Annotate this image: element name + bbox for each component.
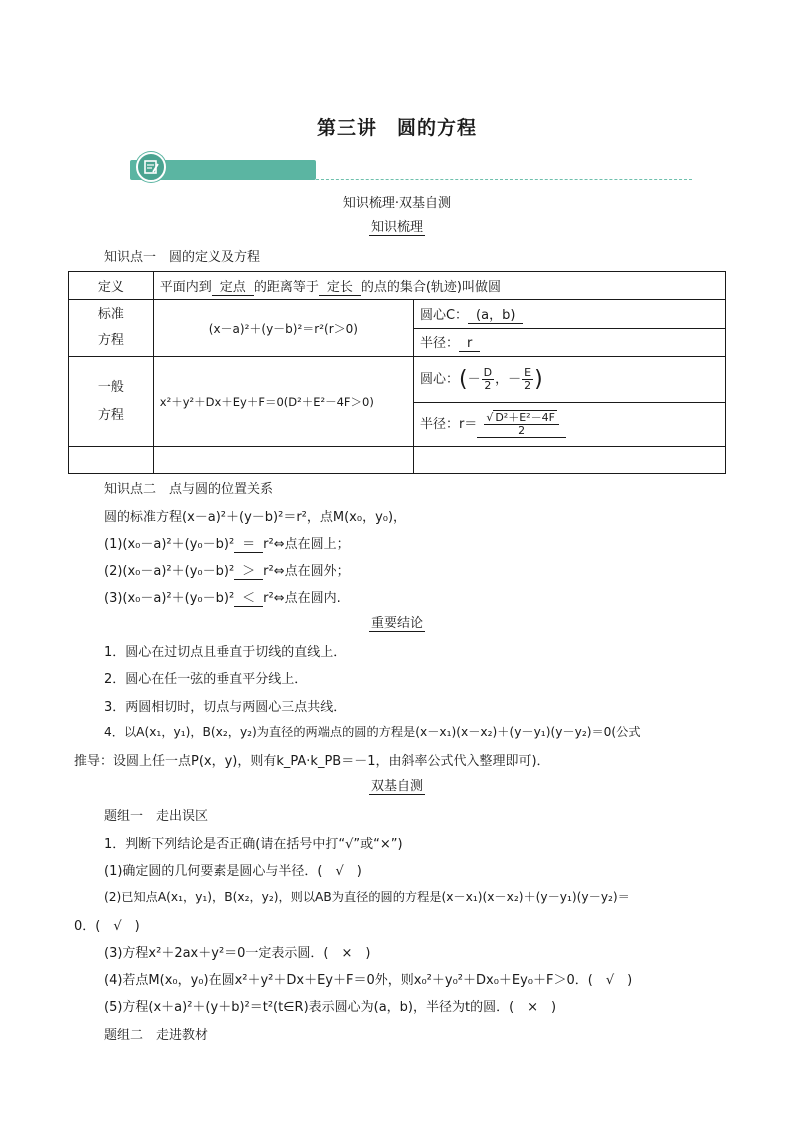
subheading-selftest: 双基自测: [370, 779, 423, 794]
cell-gen-center: 圆心：(－ $\frac{D}{2}$ ，－ $\frac{E}{2}$ ): [413, 357, 725, 403]
section-header: 知识梳理·双基自测: [342, 196, 452, 211]
q1-item-4: (4)若点M(x₀，y₀)在圆x²＋y²＋Dx＋Ey＋F＝0外，则x₀²＋y₀²＋Dx₀＋Ey₀＋F＞0．( √ ): [104, 973, 633, 988]
cell-def-content: 平面内到 定点 的距离等于 定长 的点的集合(轨迹)叫做圆: [153, 272, 725, 300]
table-row-empty: [69, 447, 726, 474]
q1-stem: 1．判断下列结论是否正确(请在括号中打“√”或“×”): [104, 837, 403, 852]
cell-gen-equation: x²＋y²＋Dx＋Ey＋F＝0(D²＋E²－4F＞0): [153, 357, 413, 447]
kp1-heading: 知识点一 圆的定义及方程: [104, 250, 261, 265]
cell-gen-label: 一般 方程: [69, 357, 154, 447]
kp2-heading: 知识点二 点与圆的位置关系: [104, 482, 274, 497]
section-banner: [130, 150, 692, 184]
book-pencil-icon: [136, 152, 166, 182]
q1-item-3: (3)方程x²＋2ax＋y²＝0一定表示圆．( × ): [104, 946, 371, 961]
cell-std-radius: 半径： r: [413, 328, 725, 357]
blank-fixed-point: 定点: [212, 276, 254, 296]
kp2-line-3: (3)(x₀－a)²＋(y₀－b)² ＜ r²⇔点在圆内.: [104, 587, 341, 607]
kp2-line-2: (2)(x₀－a)²＋(y₀－b)² ＞ r²⇔点在圆外；: [104, 560, 350, 580]
group1-heading: 题组一 走出误区: [104, 809, 209, 824]
q1-item-2-cont: 0．( √ ): [74, 919, 140, 934]
table-row-definition: [69, 272, 726, 300]
page-title: 第三讲 圆的方程: [316, 117, 477, 139]
table-row-general: [69, 357, 726, 403]
circle-equation-table: [68, 271, 726, 474]
cell-std-label: 标准 方程: [69, 300, 154, 357]
group2-heading: 题组二 走进教材: [104, 1028, 209, 1043]
kp2-line-1: (1)(x₀－a)²＋(y₀－b)² ＝ r²⇔点在圆上；: [104, 533, 350, 553]
conclusion-4-cont: 推导：设圆上任一点P(x，y)，则有k_PA·k_PB＝－1，由斜率公式代入整理即可)．: [74, 754, 550, 769]
conclusion-3: 3．两圆相切时，切点与两圆心三点共线．: [104, 700, 347, 715]
table-row-standard: [69, 300, 726, 329]
q1-item-5: (5)方程(x＋a)²＋(y＋b)²＝t²(t∈R)表示圆心为(a，b)，半径为t的圆．( × ): [104, 1000, 557, 1015]
q1-item-1: (1)确定圆的几何要素是圆心与半径．( √ ): [104, 864, 362, 879]
blank-fixed-length: 定长: [319, 276, 361, 296]
kp2-line-0: 圆的标准方程(x－a)²＋(y－b)²＝r²，点M(x₀，y₀)，: [104, 510, 407, 525]
conclusion-4: 4．以A(x₁，y₁)，B(x₂，y₂)为直径的两端点的圆的方程是(x－x₁)(x－x₂)＋(y－y₁)(y－y₂)＝0(公式: [104, 725, 641, 739]
cell-std-equation: (x－a)²＋(y－b)²＝r²(r＞0): [153, 300, 413, 357]
conclusion-2: 2．圆心在任一弦的垂直平分线上．: [104, 672, 308, 687]
cell-std-center: 圆心C： (a，b): [413, 300, 725, 329]
q1-item-2: (2)已知点A(x₁，y₁)，B(x₂，y₂)，则以AB为直径的圆的方程是(x－x₁)(x－x₂)＋(y－y₁)(y－y₂)＝: [104, 890, 630, 904]
cell-def-label: 定义: [69, 272, 154, 300]
banner-divider: [316, 179, 692, 180]
conclusion-1: 1．圆心在过切点且垂直于切线的直线上．: [104, 645, 347, 660]
cell-gen-radius: 半径：r＝ $\frac{\text{√ D²＋E²－4F}}{2}$: [413, 403, 725, 447]
subheading-knowledge: 知识梳理: [370, 220, 423, 235]
subheading-conclusions: 重要结论: [370, 616, 423, 631]
